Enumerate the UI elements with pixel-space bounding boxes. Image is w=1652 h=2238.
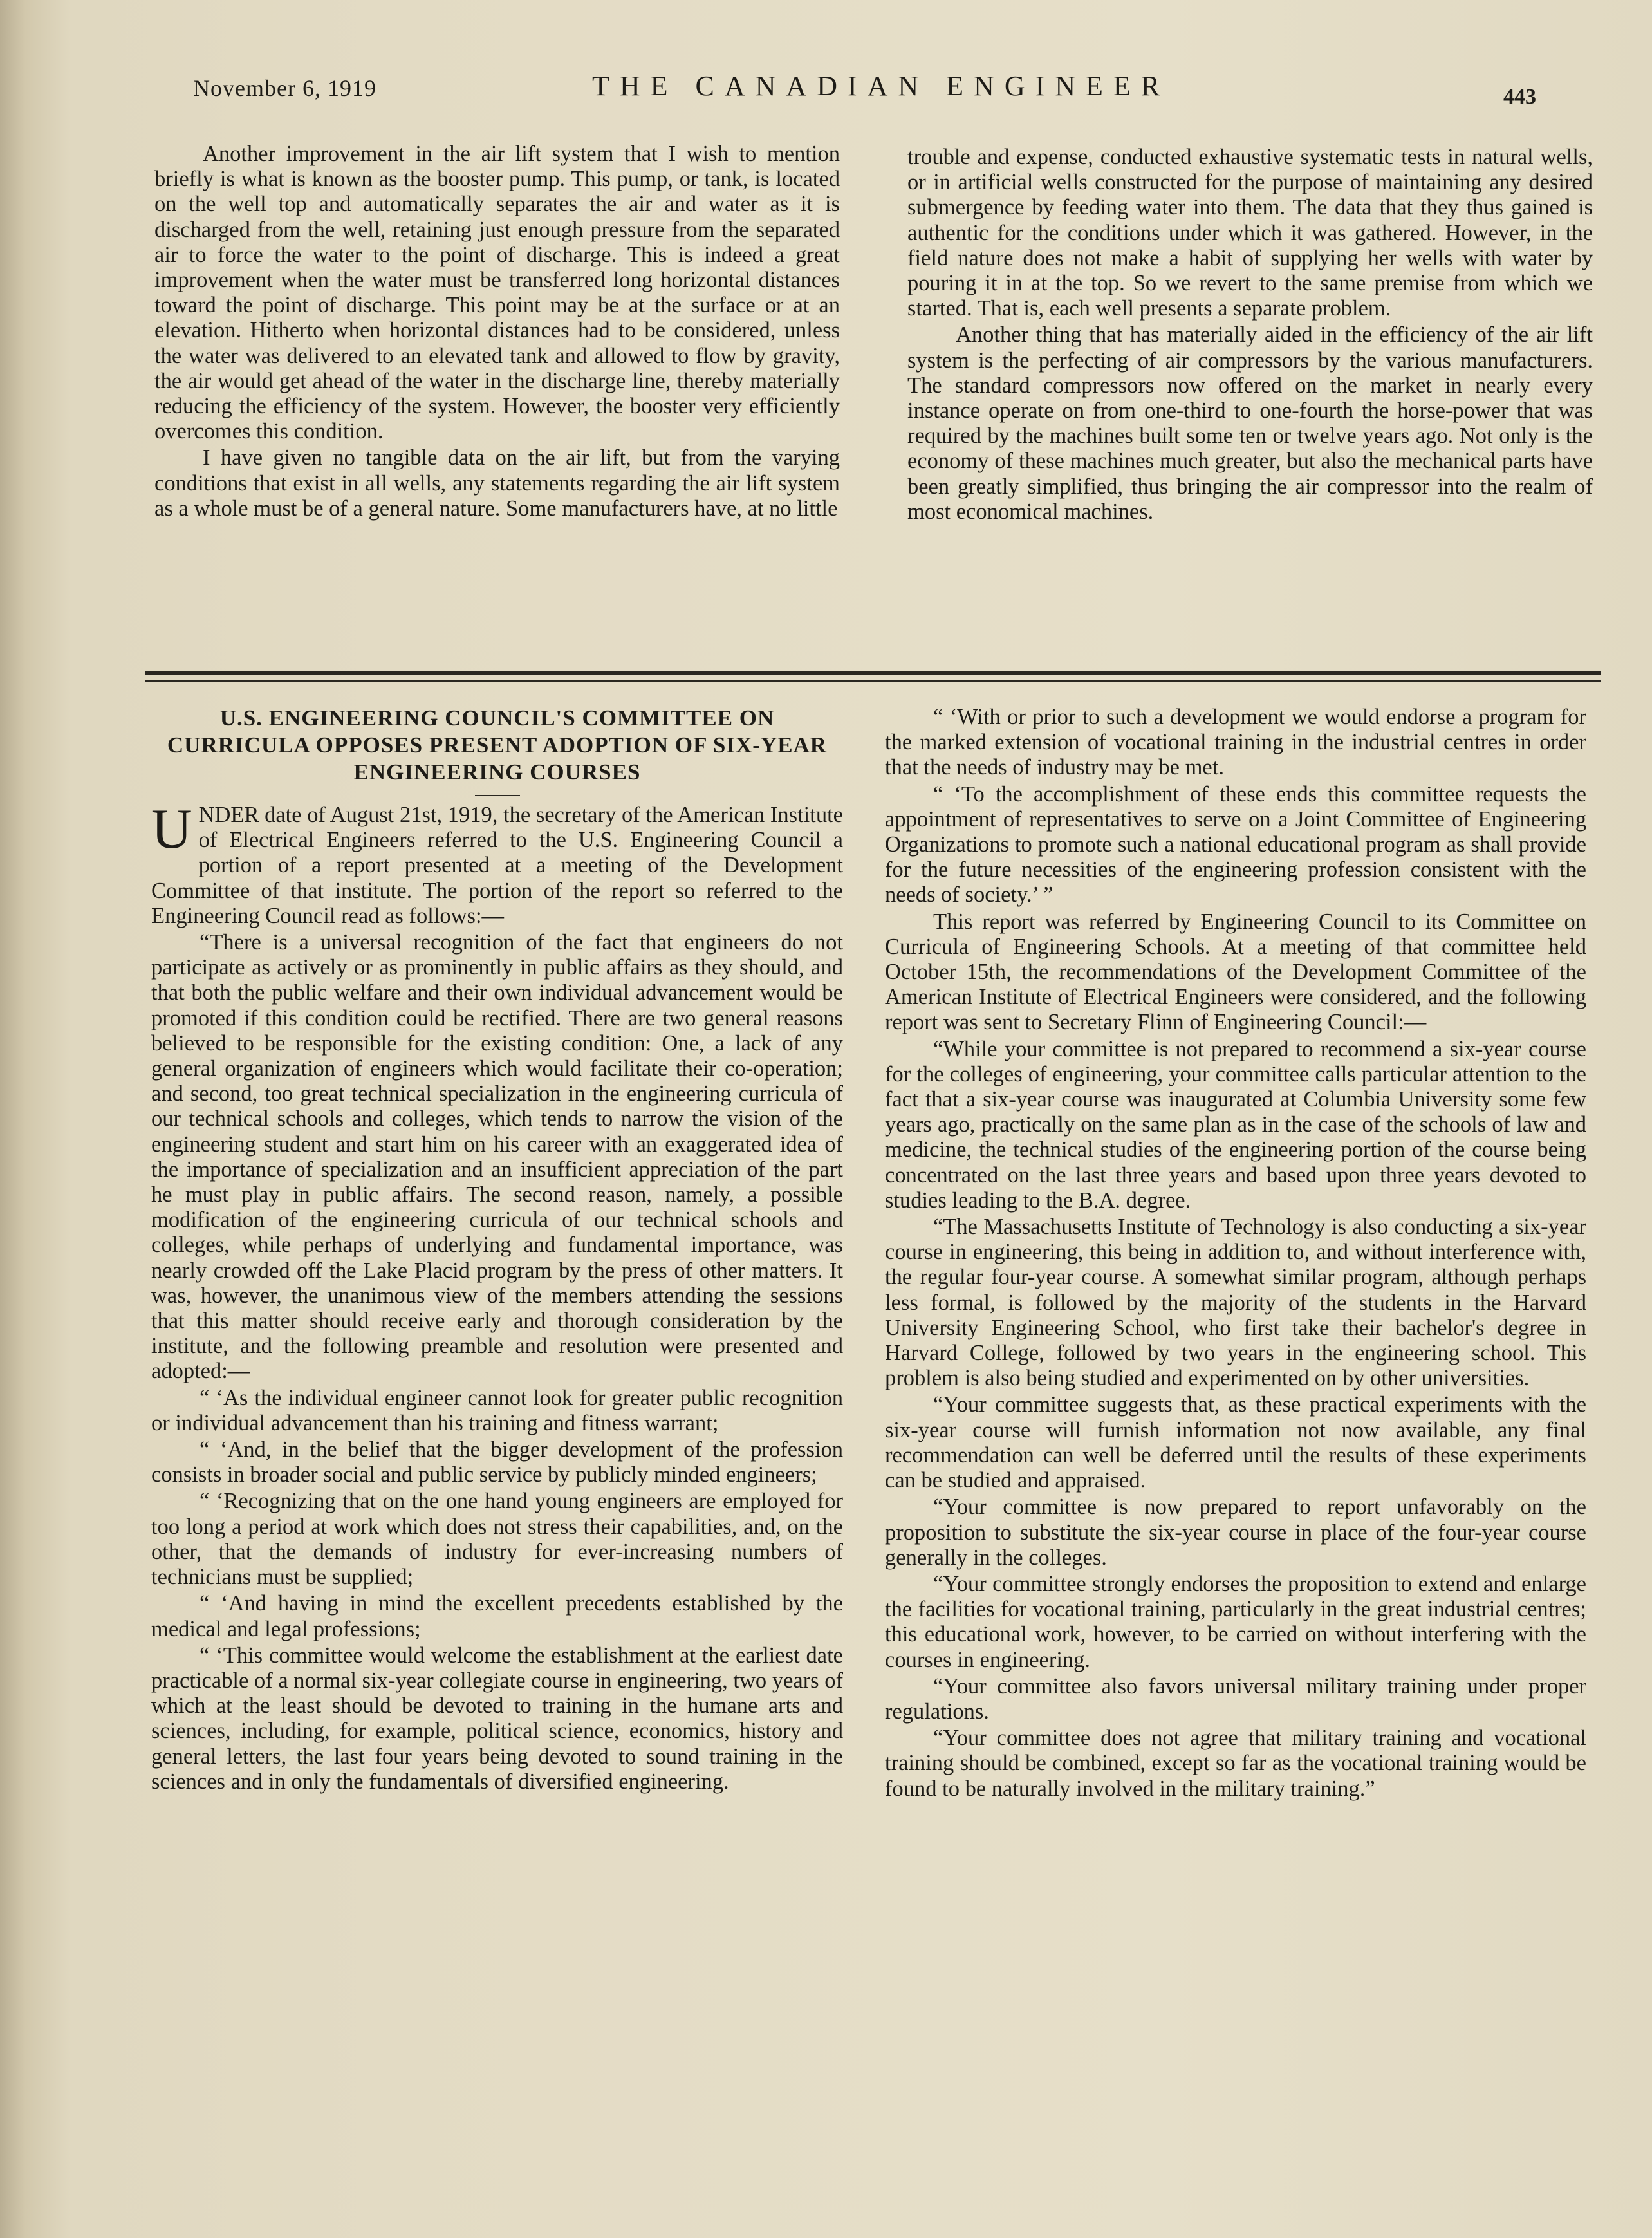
issue-date: November 6, 1919 [193,75,376,101]
article-left-column [151,705,843,1795]
paragraph: trouble and expense, conducted exhaustive systematic tests in natural wells, or in artificial wells constructed for the purpose of maintaining any desired submergence by feeding water into them. The data that they thus gained is authentic for the conditions under which it was gathered. However, in the field nature does not make a habit of supplying her wells with water by pouring it in at the top. So we revert to the same premise from which we started. That is, each well presents a separate problem. [907,145,1593,321]
paragraph: “ ‘And, in the belief that the bigger development of the profession consists in broader social and public service by publicly minded engineers; [151,1437,843,1487]
article-right-column [885,705,1586,1802]
paragraph: “ ‘To the accomplishment of these ends this committee requests the appointment of representatives to serve on a Joint Committee of Engineering Organizations to promote such a national educational program as shall provide for the future necessities of the engineering profession consistent with the needs of society.’ ” [885,781,1586,908]
section-divider-thin [145,680,1601,682]
paragraph: “ ‘As the individual engineer cannot look for greater public recognition or individual advancement than his training and fitness warrant; [151,1385,843,1435]
paragraph: “While your committee is not prepared to recommend a six-year course for the colleges of engineering, your committee calls particular attention to the fact that a six-year course was inaugurated at Columbia University some few years ago, practically on the same plan as in the case of the schools of law and medicine, the technical studies of the engineering portion of the course being concentrated on the last three years and based upon three years devoted to studies leading to the B.A. degree. [885,1036,1586,1213]
lead-paragraph [151,798,843,929]
paragraph: “ ‘This committee would welcome the establishment at the earliest date practicable of a normal six-year collegiate course in engineering, two years of which at the least should be devoted to training in the humane arts and sciences, including, for example, political science, economics, history and general letters, the last four years being devoted to sound training in the sciences and in only the fundamentals of diversified engineering. [151,1643,843,1794]
paragraph: Another improvement in the air lift system that I wish to mention briefly is what is known as the booster pump. This pump, or tank, is located on the well top and automatically separates the air and water as it is discharged from the well, retaining just enough pressure from the separated air to force the water to the point of discharge. This is indeed a great improvement when the water must be transferred long horizontal distances toward the point of discharge. This point may be at the surface or at an elevation. Hitherto when horizontal distances had to be considered, unless the water was delivered to an elevated tank and allowed to flow by gravity, the air would get ahead of the water in the discharge line, thereby materially reducing the efficiency of the system. However, the booster very efficiently overcomes this condition. [154,142,840,444]
paragraph: This report was referred by Engineering Council to its Committee on Curricula of Engineering Schools. At a meeting of that committee held October 15th, the recommendations of the Development Committee of the American Institute of Electrical Engineers were considered, and the following report was sent to Secretary Flinn of Engineering Council:— [885,909,1586,1035]
paragraph: “Your committee does not agree that military training and vocational training should be combined, except so far as the vocational training would be found to be naturally involved in the military training.” [885,1726,1586,1801]
paragraph: “ ‘Recognizing that on the one hand young engineers are employed for too long a period at work which does not stress their capabilities, and, on the other, that the demands of industry for ever-increasing numbers of technicians must be supplied; [151,1489,843,1590]
paragraph: “Your committee strongly endorses the proposition to extend and enlarge the facilities for vocational training, particularly in the great industrial centres; this educational work, however, to be carried on without interfering with the courses in engineering. [885,1571,1586,1672]
running-header [193,70,1575,108]
paragraph: “Your committee also favors universal military training under proper regulations. [885,1674,1586,1724]
page-number: 443 [1503,85,1536,109]
headline-rule [475,795,520,796]
paragraph: “Your committee suggests that, as these practical experiments with the six-year course will furnish information not now available, any final recommendation can well be deferred until the results of these experiments can be studied and appraised. [885,1392,1586,1493]
upper-right-column [907,145,1593,525]
paragraph: I have given no tangible data on the air lift, but from the varying conditions that exist in all wells, any statements regarding the air lift system as a whole must be of a general nature. Some manufacturers have, at no little [154,445,840,521]
journal-title: THE CANADIAN ENGINEER [592,70,1171,102]
drop-cap: U [151,798,192,861]
paragraph: “Your committee is now prepared to report unfavorably on the proposition to substitute the six-year course in place of the four-year course generally in the colleges. [885,1495,1586,1570]
paragraph: “There is a universal recognition of the fact that engineers do not participate as actively or as prominently in public affairs as they should, and that both the public welfare and their own individual advancement would be promoted if this condition could be rectified. There are two general reasons believed to be responsible for the existing condition: One, a lack of any general organization of engineers which would facilitate their co-operation; and second, too great technical specialization in the engineering curricula of our technical schools and colleges, which tends to narrow the vision of the engineering student and start him on his career with an exaggerated idea of the importance of specialization and an insufficient appreciation of the part he must play in public affairs. The second reason, namely, a possible modification of the engineering curricula of our technical schools and colleges, while perhaps of underlying and fundamental importance, was nearly crowded off the Lake Placid program by the press of other matters. It was, however, the unanimous view of the members attending the sessions that this matter should receive early and thorough consideration by the institute, and the following preamble and resolution were presented and adopted:— [151,930,843,1384]
article-headline: U.S. ENGINEERING COUNCIL'S COMMITTEE ON CURRICULA OPPOSES PRESENT ADOPTION OF SIX-YEAR ENGINEERING COURSES [167,705,828,785]
paragraph: “The Massachusetts Institute of Technology is also conducting a six-year course in engineering, this being in addition to, and without interference with, the regular four-year course. A somewhat similar program, although perhaps less formal, is followed by the majority of the students in the Harvard University Engineering School, who first take their bachelor's degree in Harvard College, followed by two years in the engineering school. This problem is also being studied and experimented on by other universities. [885,1215,1586,1391]
lead-text: NDER date of August 21st, 1919, the secretary of the American Institute of Electrical Engineers referred to the U.S. Engineering Council a portion of a report presented at a meeting of the Development Committee of that institute. The portion of the report so referred to the Engineering Council read as follows:— [151,803,843,928]
paragraph: Another thing that has materially aided in the efficiency of the air lift system is the perfecting of air compressors by the various manufacturers. The standard compressors now offered on the market in nearly every instance operate on from one-third to one-fourth the horse-power that was required by the machines built some ten or twelve years ago. Not only is the economy of these machines much greater, but also the mechanical parts have been greatly simplified, thus bringing the air compressor into the realm of most economical machines. [907,322,1593,524]
paragraph: “ ‘With or prior to such a development we would endorse a program for the marked extension of vocational training in the industrial centres in order that the needs of industry may be met. [885,705,1586,780]
paragraph: “ ‘And having in mind the excellent precedents established by the medical and legal professions; [151,1591,843,1641]
section-divider-thick [145,671,1601,675]
upper-left-column [154,142,840,521]
